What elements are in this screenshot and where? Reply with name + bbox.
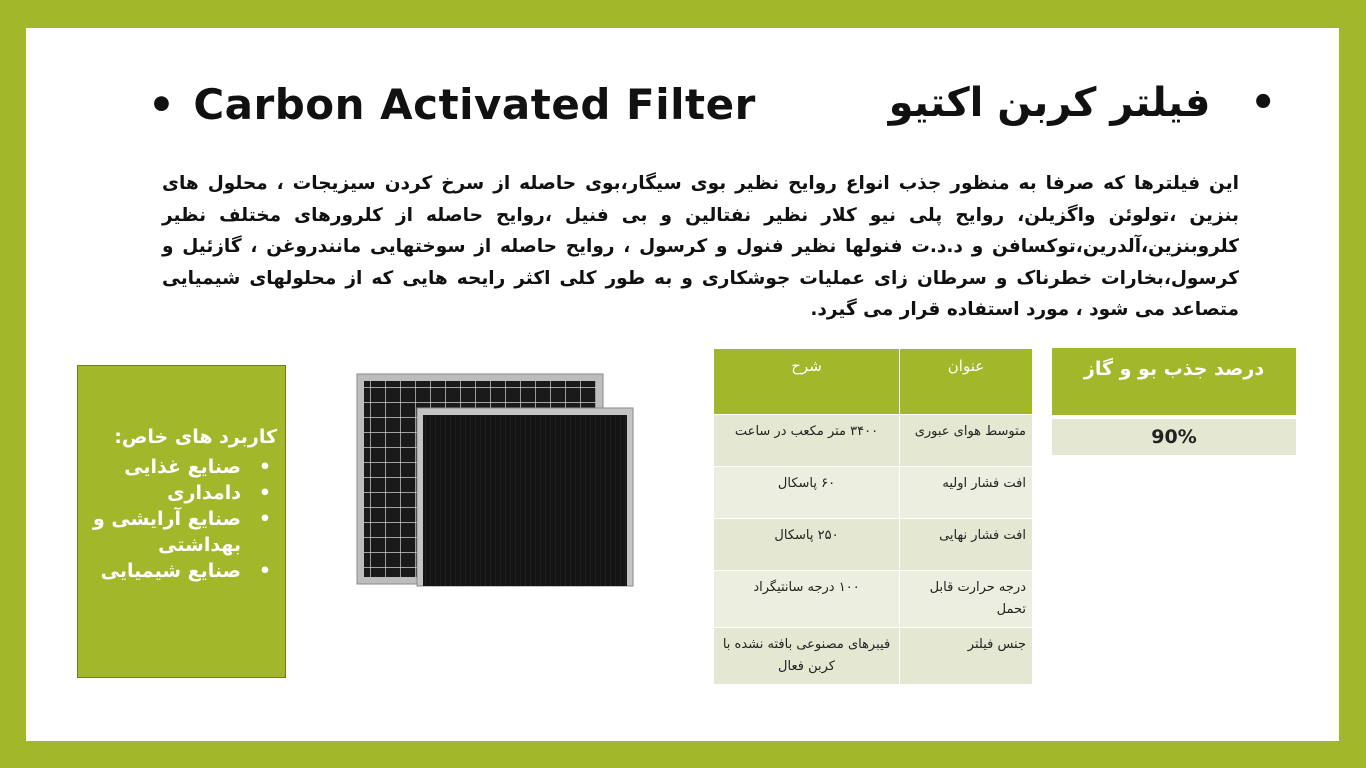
absorption-value: 90% xyxy=(1052,417,1296,455)
application-item: • صنایع آرایشی و بهداشتی xyxy=(91,506,271,558)
absorption-table xyxy=(1052,348,1296,455)
applications-box xyxy=(77,365,286,678)
spec-title: جنس فیلتر xyxy=(900,628,1033,685)
spec-title: درجه حرارت قابل تحمل xyxy=(900,571,1033,628)
bullet-icon: • xyxy=(1250,80,1276,126)
intro-paragraph: این فیلترها که صرفا به منظور جذب انواع روایح نظیر بوی سیگار،بوی حاصله از سرخ کردن سیزیجات ، محلول های بنزین ،تولوئن واگزیلن، روایح پلی نیو کلار نظیر نفتالین و بی فنیل ،روایح حاصله از کلرورهای مختلف نظیر کلروبنزین،آلدرین،توکسافن و د.د.ت فنولها نظیر فنول و کرسول ، روایح حاصله از سوختهایی مانندروغن ، گازئیل و کرسول،بخارات خطرناک و سرطان زای عملیات جوشکاری و به طور کلی اکثر رایحه هایی که از محلولهای شیمیایی متصاعد می شود ، مورد استفاده قرار می گیرد. xyxy=(162,173,1239,320)
applications-list xyxy=(91,454,271,584)
spec-title: افت فشار نهایی xyxy=(900,519,1033,571)
title-english-text: Carbon Activated Filter xyxy=(193,80,756,129)
spec-table xyxy=(713,348,1033,685)
spec-title: افت فشار اولیه xyxy=(900,467,1033,519)
application-item: • دامداری xyxy=(91,480,271,506)
absorption-header: درصد جذب بو و گاز xyxy=(1052,348,1296,417)
spec-header-row xyxy=(714,349,1033,415)
title-persian xyxy=(889,80,1276,126)
table-row xyxy=(714,467,1033,519)
header-description: شرح xyxy=(714,349,900,415)
spec-description: ۲۵۰ پاسکال xyxy=(714,519,900,571)
title-persian-text: فیلتر کربن اکتیو xyxy=(888,80,1211,126)
table-row xyxy=(714,415,1033,467)
carbon-filter-image xyxy=(355,372,637,587)
spec-title: متوسط هوای عبوری xyxy=(900,415,1033,467)
application-item: • صنایع غذایی xyxy=(91,454,271,480)
spec-description: ۶۰ پاسکال xyxy=(714,467,900,519)
title-english xyxy=(148,80,756,129)
spec-description: ۳۴۰۰ متر مکعب در ساعت xyxy=(714,415,900,467)
application-item: • صنایع شیمیایی xyxy=(91,558,271,584)
table-row xyxy=(714,519,1033,571)
applications-title: کاربرد های خاص: xyxy=(114,426,277,448)
bullet-icon: • xyxy=(148,80,176,129)
spec-description: فیبرهای مصنوعی بافته نشده با کربن فعال xyxy=(714,628,900,685)
table-row xyxy=(714,628,1033,685)
table-row xyxy=(714,571,1033,628)
spec-description: ۱۰۰ درجه سانتیگراد xyxy=(714,571,900,628)
header-title: عنوان xyxy=(900,349,1033,415)
